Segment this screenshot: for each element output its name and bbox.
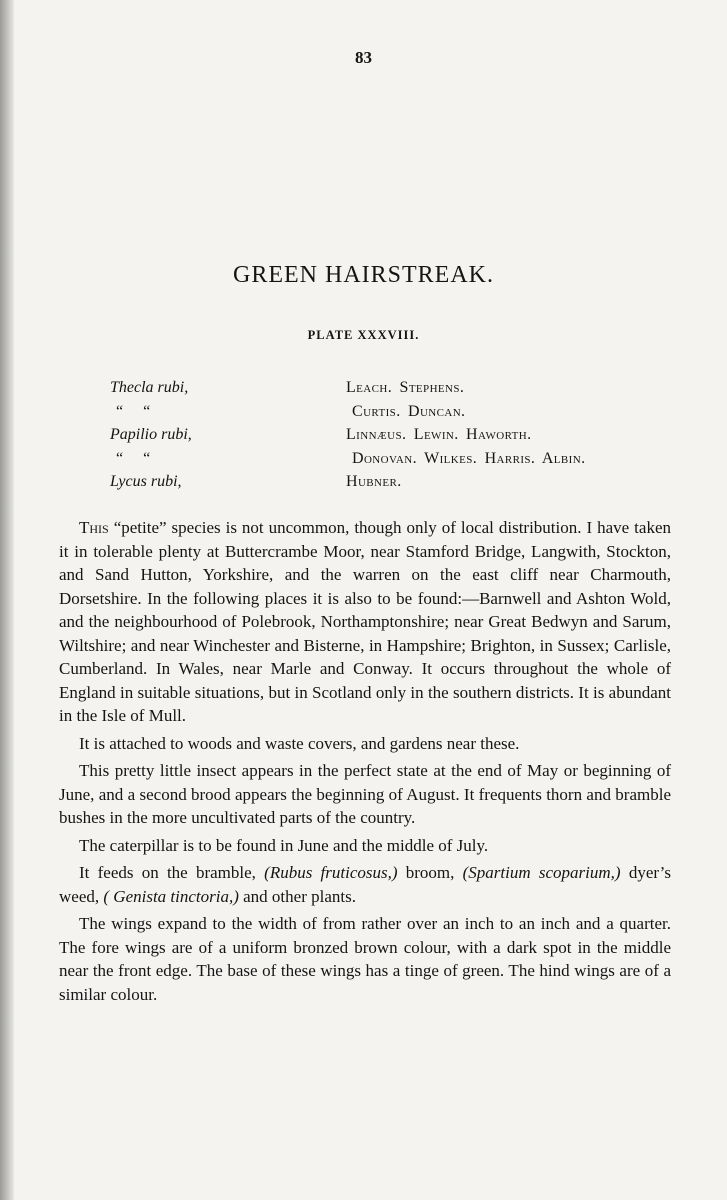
page-title: GREEN HAIRSTREAK.	[233, 262, 494, 288]
paragraph-habitat: It is attached to woods and waste covers, and gardens near these.	[79, 733, 520, 753]
synonym-authorities: Curtis. Duncan.	[352, 402, 466, 420]
paragraph-text: “petite” species is not uncommon, though only of local distribution. I have taken it in tolerable plenty at Buttercrambe Moor, near Stamford Bridge, Langwith, Stockton, and Sand Hutton, Yorkshire, and the warren on the east cliff near Charmouth, Dorsetshire. In the following places it is also to be found:—Barnwell and Ashton Wold, and the neighbourhood of Polebrook, Northamptonshire; near Great Bedwyn and Sarum, Wiltshire; and near Winchester and Bisterne, in Hampshire; Brighton, in Sussex; Carlisle, Cumberland. In Wales, near Marle and Conway. It occurs throughout the whole of England in suitable situations, but in Scotland only in the southern districts. It is abundant in the Isle of Mull.	[59, 518, 671, 725]
text-segment: and other plants.	[238, 886, 356, 906]
text-segment: dyer’s weed,	[59, 863, 671, 906]
page-number: 83	[355, 48, 372, 67]
latin-name: (Spartium scoparium,)	[462, 863, 621, 882]
latin-name: ( Genista tinctoria,)	[103, 886, 239, 906]
synonym-row	[110, 447, 690, 471]
synonym-name: Papilio rubi,	[110, 426, 192, 443]
text-segment: It feeds on the bramble,	[79, 863, 265, 882]
plate-label: PLATE XXXVIII.	[307, 328, 420, 342]
paragraph-caterpillar: The caterpillar is to be found in June and the middle of July.	[79, 835, 489, 855]
ditto-marks: “ “	[116, 402, 159, 420]
paragraph-appearance: This pretty little insect appears in the perfect state at the end of May or beginning of June, and a second brood appears the beginning of August. It frequents thorn and bramble bushes in the more uncultivated parts of the country.	[59, 761, 671, 827]
text-segment: broom,	[397, 863, 463, 882]
synonym-row	[110, 470, 690, 494]
page-edge-shadow	[0, 0, 14, 1200]
synonym-row	[110, 376, 690, 400]
synonym-authorities: Linnæus. Lewin. Haworth.	[346, 426, 532, 443]
paragraph-food-plants	[59, 861, 671, 908]
synonymy-list	[110, 376, 690, 494]
paragraph-distribution	[59, 516, 671, 728]
synonym-authorities: Hubner.	[346, 473, 402, 490]
ditto-marks: “ “	[116, 449, 159, 467]
paragraph-wings: The wings expand to the width of from rather over an inch to an inch and a quarter. The fore wings are of a uniform bronzed brown colour, with a dark spot in the middle near the front edge. The base of these wings has a tinge of green. The hind wings are of a similar colour.	[59, 914, 671, 1004]
body-text	[59, 516, 671, 1006]
synonym-authorities: Leach. Stephens.	[346, 379, 465, 396]
synonym-name: Thecla rubi,	[110, 379, 189, 396]
synonym-authorities: Donovan. Wilkes. Harris. Albin.	[352, 449, 586, 467]
synonym-name: Lycus rubi,	[110, 473, 182, 490]
latin-name: (Rubus fruticosus,)	[264, 863, 398, 882]
synonym-row	[110, 400, 690, 424]
synonym-row	[110, 423, 690, 447]
lead-word: This	[79, 518, 109, 537]
